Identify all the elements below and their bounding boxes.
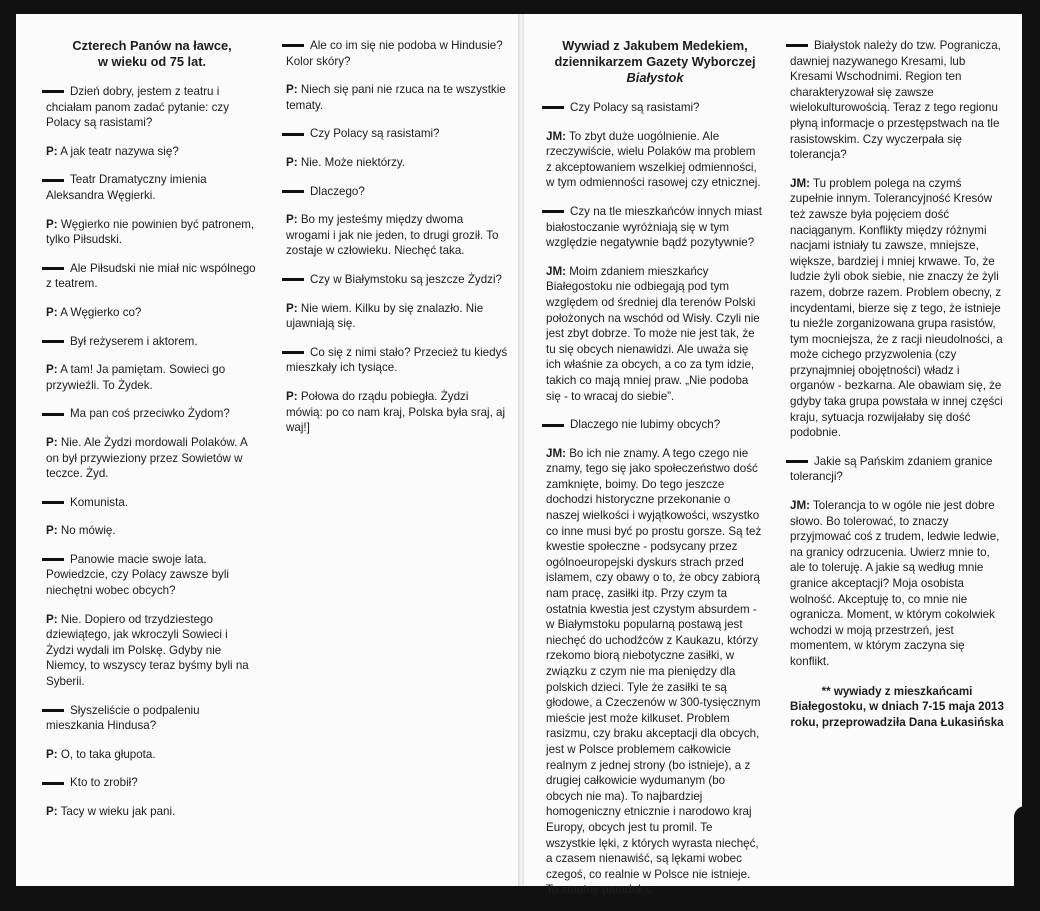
interview-question (46, 334, 258, 350)
speaker-label: JM: (546, 129, 566, 143)
interview-answer (546, 264, 764, 404)
interview-answer (46, 612, 258, 690)
interview-question (286, 126, 508, 142)
speaker-label: P: (46, 524, 58, 538)
speaker-label: P: (46, 435, 58, 449)
column-4 (790, 38, 1004, 730)
speaker-label: P: (286, 301, 298, 315)
interview-question (286, 184, 508, 200)
speaker-label: P: (286, 213, 298, 227)
dash-marker (42, 413, 64, 416)
question-text: Dlaczego? (310, 184, 365, 198)
dash-marker (42, 90, 64, 93)
dash-marker (282, 351, 304, 354)
question-text: Komunista. (70, 495, 128, 509)
speaker-label: P: (46, 217, 58, 231)
question-text: Co się z nimi stało? Przecież tu kiedyś mieszkały ich tysiące. (286, 345, 508, 375)
answer-text: No mówię. (60, 524, 116, 538)
answer-text: A jak teatr nazywa się? (60, 144, 179, 158)
question-text: Ale co im się nie podoba w Hindusie? Kolor skóry? (286, 39, 503, 68)
answer-text: Tacy w wieku jak pani. (60, 805, 176, 818)
column-2 (286, 38, 508, 449)
answer-text: Węgierko nie powinien być patronem, tylko Piłsudski. (46, 217, 255, 247)
interview-answer (286, 82, 508, 113)
interview-answer (46, 305, 258, 321)
interview-question (46, 261, 258, 292)
dash-marker (786, 460, 808, 463)
dash-marker (542, 106, 564, 109)
dash-marker (542, 424, 564, 427)
dash-marker (282, 44, 304, 47)
question-text: Jakie są Pańskim zdaniem granice tolerancji? (790, 454, 993, 484)
interview-question (286, 38, 508, 69)
question-text: Teatr Dramatyczny imienia Aleksandra Węgierki. (46, 173, 207, 202)
answer-text: A tam! Ja pamiętam. Sowieci go przywieźli. To Żydek. (46, 363, 226, 392)
question-text: Dlaczego nie lubimy obcych? (570, 418, 721, 432)
dash-marker (42, 558, 64, 561)
answer-text: To zbyt duże uogólnienie. Ale rzeczywiście, wielu Polaków ma problem z akceptowaniem wszelkiej odmienności, w tym odmienności rasowej czy etnicznej. (546, 129, 761, 190)
interview-question (46, 552, 258, 599)
interview-question (546, 204, 764, 251)
dash-marker (42, 267, 64, 270)
answer-text: Tu problem polega na czymś zupełnie innym. Tolerancyjność Kresów też zawsze była pojęciem dość naciąganym. Konflikty między różnymi nacjami istniały tu zawsze, mniejsze, większe, bardziej i mniej krwawe. To, że ludzie żyli obok siebie, nie znaczy że żyli razem, dobrze razem. Problem obecny, z incydentami, bierze się z tego, że istnieje tu nieźle zorganizowana grupa rasistów, tym mocniejsza, że z racji nieudolności, a może cichego przyzwolenia (czy przynajmniej obojętności) władz i organów - bezkarna. Ale obawiam się, że gdyby taka grupa powstała w innej części kraju, sytuacja rozwijałaby się dość podobnie. (790, 176, 1003, 440)
speaker-label: P: (286, 389, 298, 403)
title-line: w wieku od 75 lat. (97, 54, 207, 69)
dash-marker (786, 44, 808, 47)
answer-text: Nie. Ale Żydzi mordowali Polaków. A on był przywieziony przez Sowietów w teczce. Żyd. (46, 435, 248, 481)
answer-text: Połowa do rządu pobiegła. Żydzi mówią: po co nam kraj, Polska była sraj, aj waj!] (286, 389, 506, 435)
interview-question (286, 345, 508, 376)
interview-answer (46, 217, 258, 248)
question-text: Czy Polacy są rasistami? (310, 127, 440, 141)
title-line: Czterech Panów na ławce, (72, 38, 232, 53)
signature-line: roku, przeprowadziła Dana Łukasińska (790, 715, 1004, 729)
interview-signature (790, 684, 1004, 731)
dash-marker (42, 501, 64, 504)
speaker-label: JM: (546, 264, 566, 278)
answer-text: Nie. Może niektórzy. (300, 155, 405, 169)
interview-question (790, 38, 1004, 163)
answer-text: A Węgierko co? (60, 305, 142, 319)
interview-question (286, 272, 508, 288)
interview-answer (546, 129, 764, 191)
interview-answer (46, 523, 258, 539)
interview-1-title (46, 38, 258, 70)
question-text: Czy w Białymstoku są jeszcze Żydzi? (310, 272, 502, 286)
title-line: Białystok (626, 70, 684, 85)
dash-marker (282, 278, 304, 281)
speaker-label: P: (46, 363, 58, 377)
interview-answer (790, 176, 1004, 441)
answer-text: O, to taka głupota. (60, 747, 156, 761)
ink-blot (1014, 806, 1036, 886)
interview-answer (46, 144, 258, 160)
dash-marker (282, 133, 304, 136)
interview-answer (286, 301, 508, 332)
question-text: Był reżyserem i aktorem. (70, 334, 198, 348)
answer-text: Bo my jesteśmy między dwoma wrogami i jak nie jeden, to drugi groził. To zostaje w człowieku. Niechęć taka. (286, 213, 499, 258)
question-text: Kto to zrobił? (70, 776, 138, 790)
interview-question (46, 703, 258, 734)
interview-answer (46, 435, 258, 482)
interview-answer (286, 155, 508, 171)
answer-text: Moim zdaniem mieszkańcy Białegostoku nie odbiegają pod tym względem od średniej dla terenów Polski położonych na wschód od Wisły. Czyli nie jest zbyt dobrze. To może nie jest tak, że tu się obcych nienawidzi. Ale uważa się ich właśnie za obcych, a co za tym idzie, takich co mają mniej praw. „Nie podoba się - to wracaj do siebie”. (546, 264, 760, 403)
column-1 (46, 38, 258, 833)
answer-text: Bo ich nie znamy. A tego czego nie znamy, tego się jako społeczeństwo dość zamknięte, boimy. Do tego jeszcze dochodzi historyczne przekonanie o naszej wielkości i wyjątkowości, wszystko co inne musi być po prostu gorsze. Są też kwestie społeczne - podsycany przez ogólnoeuropejski dyskurs strach przed islamem, czy obawy o to, że obcy zabiorą nam pracę, zasiłki itp. Przy czym ta ostatnia kwestia jest czystym absurdem - w Białymstoku popularną postawą jest niechęć do uchodźców z Kaukazu, którzy rzekomo biorą niebotyczne zasiłki, w związku z czym nie ma pieniędzy dla polskich dzieci. Tyle że zasiłki te są głodowe, a Czeczenów w 300-tysięcznym mieście jest może kilkuset. Problem rasizmu, czy braku akceptacji dla obcych, jest w Polsce problemem całkowicie realnym z jednej strony (bo istnieje), a z drugiej całkowicie wydumanym (bo obcych nie ma). To najbardziej homogeniczny etnicznie i narodowo kraj Europy, obcych jest tu promil. Te wszystkie lęki, z których wyrasta niechęć, a czasem nienawiść, są lękami wobec czegoś, co realnie w Polsce nie istnieje. To smutny paradoks. (546, 446, 762, 897)
speaker-label: P: (46, 805, 58, 818)
speaker-label: P: (46, 144, 58, 158)
question-text: Czy Polacy są rasistami? (570, 101, 700, 114)
speaker-label: P: (286, 155, 298, 169)
dash-marker (42, 179, 64, 182)
interview-question (46, 775, 258, 791)
signature-line: ** wywiady z mieszkańcami (821, 684, 973, 698)
answer-text: Nie wiem. Kilku by się znalazło. Nie ujawniają się. (286, 301, 484, 331)
interview-question (46, 84, 258, 131)
speaker-label: JM: (790, 499, 810, 513)
interview-answer (286, 212, 508, 259)
speaker-label: JM: (790, 176, 810, 190)
interview-question (46, 172, 258, 203)
dash-marker (42, 782, 64, 785)
speaker-label: P: (286, 83, 298, 97)
answer-text: Niech się pani nie rzuca na te wszystkie tematy. (286, 83, 506, 112)
dash-marker (282, 190, 304, 193)
question-text: Słyszeliście o podpaleniu mieszkania Hindusa? (46, 703, 200, 733)
question-text: Czy na tle mieszkańców innych miast białostoczanie wyróżniają się w tym względzie negatywnie bądź pozytywnie? (546, 204, 763, 250)
interview-answer (790, 498, 1004, 670)
signature-line: Białegostoku, w dniach 7-15 maja 2013 (790, 700, 1004, 714)
interview-answer (546, 446, 764, 898)
answer-text: Tolerancja to w ogóle nie jest dobre słowo. Bo tolerować, to znaczy przyjmować coś z trudem, ledwie ledwie, na granicy odrzucenia. Uwierz mnie to, ale to toleruję. A jakie są według mnie granice akceptacji? Moja osobista wolność. Akceptuję to, co mnie nie ogranicza. Moment, w którym cokolwiek wchodzi w moją przestrzeń, jest momentem, w którym zaczyna się konflikt. (790, 499, 1000, 668)
dash-marker (42, 709, 64, 712)
question-text: Dzień dobry, jestem z teatru i chciałam panom zadać pytanie: czy Polacy są rasistami? (46, 85, 230, 130)
speaker-label: P: (46, 612, 58, 626)
speaker-label: P: (46, 747, 58, 761)
interview-answer (46, 747, 258, 763)
interview-question (790, 454, 1004, 485)
title-line: Wywiad z Jakubem Medekiem, (562, 38, 748, 53)
interview-question (46, 495, 258, 511)
dash-marker (542, 210, 564, 213)
question-text: Białystok należy do tzw. Pogranicza, dawniej nazywanego Kresami, lub Kresami Wschodnimi. Region ten charakteryzował się zawsze wielokulturowością. Teraz z tego regionu płyną informacje o przestępstwach na tle rasistowskim. Czy wyczerpała się tolerancja? (790, 39, 1001, 162)
page-fold (518, 14, 524, 886)
interview-answer (46, 362, 258, 393)
title-line: dziennikarzem Gazety Wyborczej (554, 54, 756, 69)
interview-answer (286, 389, 508, 436)
column-3 (546, 38, 764, 911)
interview-question (546, 417, 764, 433)
dash-marker (42, 340, 64, 343)
interview-question (46, 406, 258, 422)
interview-answer (46, 804, 258, 820)
interview-2-title (546, 38, 764, 86)
speaker-label: JM: (546, 446, 566, 460)
speaker-label: P: (46, 305, 58, 319)
question-text: Panowie macie swoje lata. Powiedzcie, czy Polacy zawsze byli niechętni wobec obcych? (46, 552, 229, 598)
interview-question (546, 100, 764, 116)
question-text: Ale Piłsudski nie miał nic wspólnego z teatrem. (46, 261, 256, 291)
answer-text: Nie. Dopiero od trzydziestego dziewiątego, jak wkroczyli Sowieci i Żydzi wydali im Polskę. Gdyby nie Niemcy, to wszyscy teraz byśmy byli na Syberii. (46, 612, 249, 689)
question-text: Ma pan coś przeciwko Żydom? (70, 407, 230, 421)
